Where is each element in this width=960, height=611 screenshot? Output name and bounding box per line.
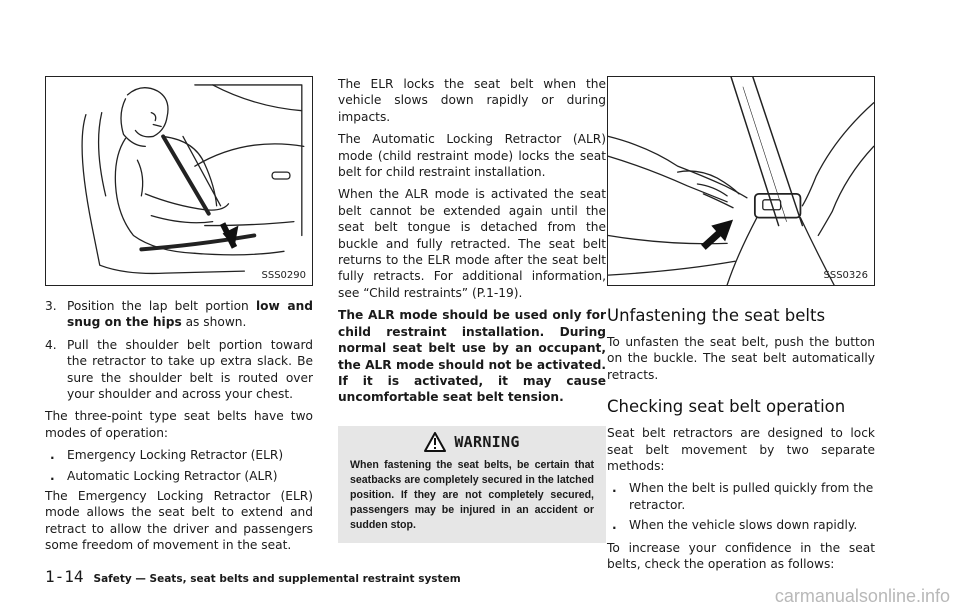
list-item: . When the belt is pulled quickly from the retractor. [612,481,874,512]
alr-caution: The ALR mode should be used only for child restraint installation. During normal seat belt use by an occupant, the ALR mode should not be activated. If it is activated, it may cause uncomfortable seat belt tension. [338,308,606,405]
paragraph: The ELR locks the seat belt when the vehicle slows down rapidly or during impacts. [338,77,606,124]
page-footer [45,567,461,586]
figure-lap-belt [45,76,313,286]
figure-id: SSS0326 [823,270,868,281]
right-column [607,76,875,572]
watermark: carmanualsonline.info [774,586,950,606]
modes-intro: The three-point type seat belts have two modes of operation: [45,409,313,440]
heading-unfastening: Unfastening the seat belts [607,306,826,325]
paragraph: Seat belt retractors are designed to lock seat belt movement by two separate methods: [607,426,875,474]
paragraph: When the ALR mode is activated the seat belt cannot be extended again until the seat belt tongue is detached from the buckle and fully retracted. The seat belt returns to the ELR mode after the seat belt fully retracts. For additional information, see “Child restraints” (P.1-19). [338,187,606,300]
paragraph: To unfasten the seat belt, push the button on the buckle. The seat belt automatically retracts. [607,335,875,382]
middle-column [338,76,606,543]
list-item: . Automatic Locking Retractor (ALR) [50,468,278,483]
step-4: 4. Pull the shoulder belt portion toward the retractor to take up extra slack. Be sure the shoulder belt is routed over your shoulder and across your chest. [45,337,313,402]
list-item: . When the vehicle slows down rapidly. [612,518,858,533]
warning-title: WARNING [454,432,520,451]
illustration-seated-woman [46,77,312,285]
warning-triangle-icon [424,432,446,452]
elr-paragraph: The Emergency Locking Retractor (ELR) mode allows the seat belt to extend and retract to allow the driver and passengers some freedom of movement in the seat. [45,489,313,553]
warning-text: When fastening the seat belts, be certain that seatbacks are completely secured in the latched position. If they are not completely secured, passengers may be injured in an accident or sudden stop. [350,458,594,531]
left-column [45,76,313,554]
paragraph: To increase your confidence in the seat belts, check the operation as follows: [607,540,875,572]
section-title: Safety — Seats, seat belts and supplemental restraint system [93,573,461,585]
list-item: . Emergency Locking Retractor (ELR) [50,448,284,463]
paragraph: The Automatic Locking Retractor (ALR) mode (child restraint mode) locks the seat belt for child restraint installation. [338,132,606,180]
heading-checking: Checking seat belt operation [607,397,846,417]
figure-id: SSS0290 [261,270,306,281]
step-3: 3. Position the lap belt portion low and snug on the hips as shown. [45,299,313,330]
illustration-buckle-release [608,77,874,285]
page-number: 1-14 [45,567,84,586]
warning-box [338,426,606,543]
figure-buckle [607,76,875,286]
